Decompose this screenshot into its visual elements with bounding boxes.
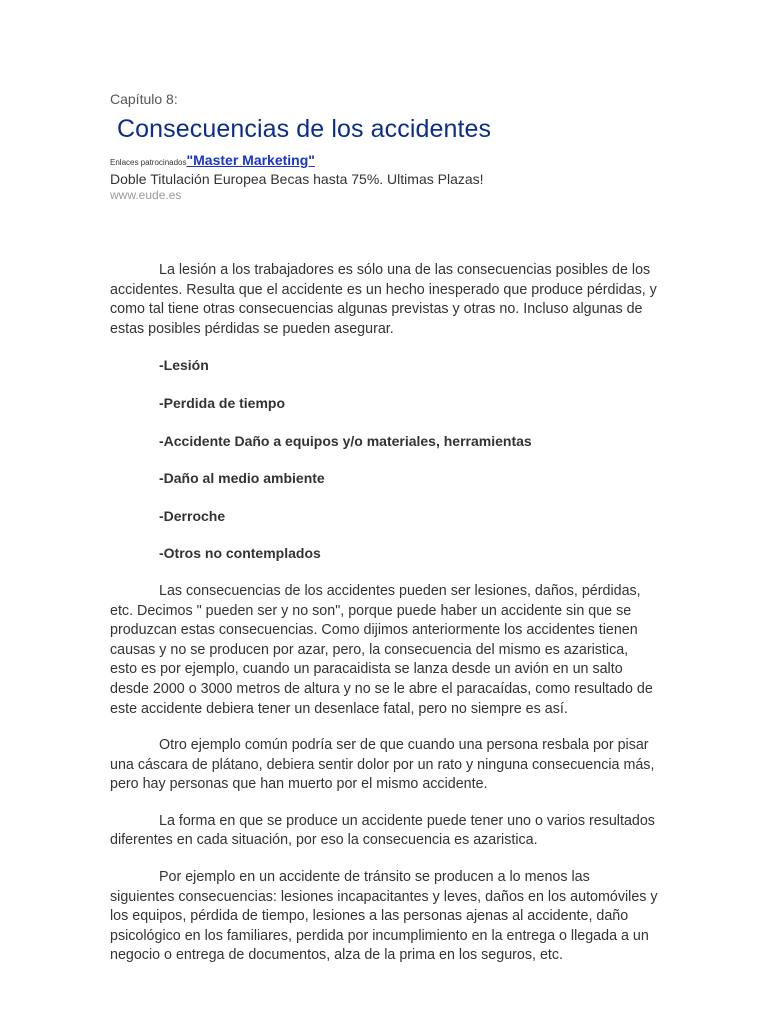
paragraph: Por ejemplo en un accidente de tránsito se producen a lo menos las siguientes consecuencias: lesiones incapacitantes y leves, daños en los automóviles y los equipos, pérdida de tiempo, lesiones a las personas ajenas al accidente, daño psicológico en los familiares, perdida por incumplimiento en la entrega o llegada a un negocio o entrega de documentos, alza de la prima en los seguros, etc. <box>110 869 658 964</box>
ad-header <box>110 152 658 171</box>
list-item: -Derroche <box>159 507 226 524</box>
paragraph: Otro ejemplo común podría ser de que cuando una persona resbala por pisar una cáscara de plátano, debiera sentir dolor por un rato y ninguna consecuencia más, pero hay personas que han muerto por el mismo accidente. <box>110 737 655 793</box>
list-item: -Accidente Daño a equipos y/o materiales, herramientas <box>159 432 532 449</box>
consequence-list <box>110 356 658 564</box>
list-item: -Daño al medio ambiente <box>159 470 325 487</box>
ad-label: Enlaces patrocinados <box>110 158 187 167</box>
ad-link[interactable]: "Master Marketing" <box>186 152 315 168</box>
chapter-label: Capítulo 8: <box>110 91 178 107</box>
article-body <box>110 261 658 966</box>
intro-paragraph: La lesión a los trabajadores es sólo una de las consecuencias posibles de los accidentes. Resulta que el accidente es un hecho inesperado que produce pérdidas, y como tal tiene otras consecuencias algunas previstas y otras no. Incluso algunas de estas posibles pérdidas se pueden asegurar. <box>110 262 657 337</box>
list-item: -Lesión <box>159 357 209 374</box>
ad-url[interactable]: www.eude.es <box>110 188 182 202</box>
paragraph: Las consecuencias de los accidentes pueden ser lesiones, daños, pérdidas, etc. Decimos " pueden ser y no son", porque puede haber un accidente sin que se produzcan estas consecuencias. Como dijimos anteriormente los accidentes tienen causas y no se producen por azar, pero, la consecuencia del mismo es azaristica, esto es por ejemplo, cuando un paracaidista se lanza desde un avión en un salto desde 2000 o 3000 metros de altura y no se le abre el paracaídas, como resultado de este accidente debiera tener un desenlace fatal, pero no siempre es así. <box>110 582 653 717</box>
page-title: Consecuencias de los accidentes <box>117 115 492 143</box>
ad-description: Doble Titulación Europea Becas hasta 75%. Ultimas Plazas! <box>110 171 484 187</box>
list-item: -Otros no contemplados <box>159 545 321 562</box>
list-item: -Perdida de tiempo <box>159 394 286 411</box>
paragraph: La forma en que se produce un accidente puede tener uno o varios resultados diferentes en cada situación, por eso la consecuencia es azaristica. <box>110 812 655 849</box>
document-page <box>110 90 658 983</box>
sponsored-ad <box>110 152 658 203</box>
